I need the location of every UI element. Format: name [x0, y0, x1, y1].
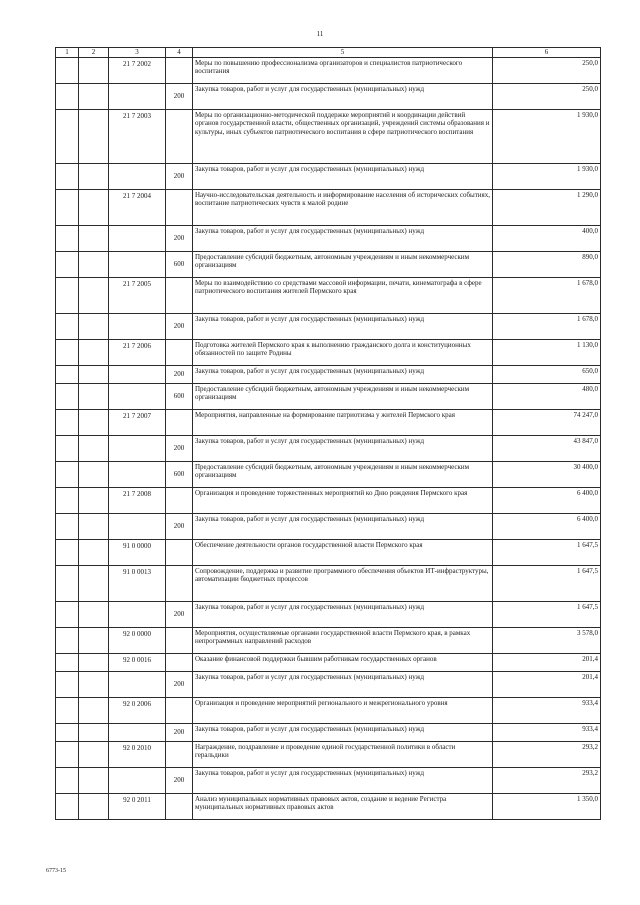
col-1-cell: [56, 565, 79, 601]
footer-document-code: 6773-15: [46, 868, 66, 874]
expense-type-cell: 200: [166, 365, 193, 383]
amount-cell: 201,4: [493, 671, 601, 697]
col-2-cell: [79, 461, 109, 487]
col-2-cell: [79, 251, 109, 277]
col-2-cell: [79, 767, 109, 793]
table-row: [56, 189, 601, 225]
col-2-cell: [79, 409, 109, 435]
table-row: [56, 225, 601, 251]
col-2-cell: [79, 539, 109, 565]
expense-type-cell: 200: [166, 313, 193, 339]
col-1-cell: [56, 189, 79, 225]
col-1-cell: [56, 225, 79, 251]
expense-type-cell: 600: [166, 251, 193, 277]
target-code-cell: [109, 251, 166, 277]
expense-type-cell: [166, 565, 193, 601]
header-col-3: 3: [109, 48, 166, 58]
target-code-cell: 92 0 2010: [109, 741, 166, 767]
col-2-cell: [79, 601, 109, 627]
description-cell: Предоставление субсидий бюджетным, автономным учреждениям и иным некоммерческим организациям: [193, 383, 493, 409]
col-1-cell: [56, 383, 79, 409]
expense-type-cell: 200: [166, 671, 193, 697]
target-code-cell: [109, 723, 166, 741]
col-1-cell: [56, 251, 79, 277]
amount-cell: 650,0: [493, 365, 601, 383]
expense-type-cell: 600: [166, 383, 193, 409]
expense-type-cell: [166, 189, 193, 225]
amount-cell: 43 847,0: [493, 435, 601, 461]
table-row: [56, 57, 601, 83]
col-2-cell: [79, 189, 109, 225]
description-cell: Меры по повышению профессионализма организаторов и специалистов патриотического воспитания: [193, 57, 493, 83]
table-row: [56, 601, 601, 627]
target-code-cell: [109, 225, 166, 251]
col-1-cell: [56, 539, 79, 565]
target-code-cell: 91 0 0013: [109, 565, 166, 601]
target-code-cell: [109, 383, 166, 409]
table-row: [56, 365, 601, 383]
description-cell: Закупка товаров, работ и услуг для государственных (муниципальных) нужд: [193, 365, 493, 383]
amount-cell: 1 647,5: [493, 601, 601, 627]
col-1-cell: [56, 83, 79, 109]
target-code-cell: [109, 163, 166, 189]
target-code-cell: 21 7 2005: [109, 277, 166, 313]
description-cell: Закупка товаров, работ и услуг для государственных (муниципальных) нужд: [193, 313, 493, 339]
description-cell: Закупка товаров, работ и услуг для государственных (муниципальных) нужд: [193, 435, 493, 461]
col-1-cell: [56, 435, 79, 461]
target-code-cell: [109, 365, 166, 383]
table-row: [56, 723, 601, 741]
description-cell: Закупка товаров, работ и услуг для государственных (муниципальных) нужд: [193, 83, 493, 109]
header-col-5: 5: [193, 48, 493, 58]
description-cell: Оказание финансовой поддержки бывшим работникам государственных органов: [193, 653, 493, 671]
expense-type-cell: [166, 539, 193, 565]
col-1-cell: [56, 487, 79, 513]
amount-cell: 30 400,0: [493, 461, 601, 487]
table-row: [56, 767, 601, 793]
description-cell: Предоставление субсидий бюджетным, автономным учреждениям и иным некоммерческим организациям: [193, 461, 493, 487]
amount-cell: 1 290,0: [493, 189, 601, 225]
col-2-cell: [79, 793, 109, 819]
expense-type-cell: [166, 109, 193, 163]
table-row: [56, 109, 601, 163]
description-cell: Организация и проведение торжественных мероприятий ко Дню рождения Пермского края: [193, 487, 493, 513]
amount-cell: 293,2: [493, 741, 601, 767]
page-number: 11: [316, 30, 324, 38]
amount-cell: 1 678,0: [493, 313, 601, 339]
table-row: [56, 565, 601, 601]
description-cell: Меры по взаимодействию со средствами массовой информации, печати, кинематографа в сфере патриотического воспитания жителей Пермского края: [193, 277, 493, 313]
description-cell: Обеспечение деятельности органов государственной власти Пермского края: [193, 539, 493, 565]
target-code-cell: [109, 767, 166, 793]
target-code-cell: 91 0 0000: [109, 539, 166, 565]
expense-type-cell: 600: [166, 461, 193, 487]
table-row: [56, 487, 601, 513]
table-row: [56, 313, 601, 339]
col-1-cell: [56, 313, 79, 339]
col-1-cell: [56, 601, 79, 627]
amount-cell: 74 247,0: [493, 409, 601, 435]
col-2-cell: [79, 339, 109, 365]
col-1-cell: [56, 461, 79, 487]
col-1-cell: [56, 793, 79, 819]
col-2-cell: [79, 313, 109, 339]
description-cell: Меры по организационно-методической поддержке мероприятий и координации действий органов государственной власти, общественных организаций, учреждений системы образования и культуры, иных субъектов патриотического воспитания в сфере патриотического воспитания: [193, 109, 493, 163]
target-code-cell: 92 0 0016: [109, 653, 166, 671]
col-2-cell: [79, 565, 109, 601]
col-2-cell: [79, 435, 109, 461]
col-1-cell: [56, 163, 79, 189]
col-1-cell: [56, 339, 79, 365]
description-cell: Закупка товаров, работ и услуг для государственных (муниципальных) нужд: [193, 225, 493, 251]
expense-type-cell: [166, 653, 193, 671]
amount-cell: 250,0: [493, 57, 601, 83]
target-code-cell: 21 7 2002: [109, 57, 166, 83]
amount-cell: 1 130,0: [493, 339, 601, 365]
col-1-cell: [56, 653, 79, 671]
description-cell: Закупка товаров, работ и услуг для государственных (муниципальных) нужд: [193, 163, 493, 189]
header-col-4: 4: [166, 48, 193, 58]
col-1-cell: [56, 109, 79, 163]
description-cell: Закупка товаров, работ и услуг для государственных (муниципальных) нужд: [193, 671, 493, 697]
expense-type-cell: [166, 741, 193, 767]
target-code-cell: 21 7 2003: [109, 109, 166, 163]
expense-type-cell: 200: [166, 601, 193, 627]
amount-cell: 293,2: [493, 767, 601, 793]
col-2-cell: [79, 723, 109, 741]
target-code-cell: 21 7 2004: [109, 189, 166, 225]
col-2-cell: [79, 365, 109, 383]
description-cell: Мероприятия, направленные на формирование патриотизма у жителей Пермского края: [193, 409, 493, 435]
expense-type-cell: [166, 409, 193, 435]
amount-cell: 6 400,0: [493, 513, 601, 539]
col-1-cell: [56, 57, 79, 83]
amount-cell: 1 647,5: [493, 565, 601, 601]
header-row: [56, 48, 601, 58]
expense-type-cell: [166, 57, 193, 83]
description-cell: Награждение, поздравление и проведение единой государственной политики в области геральдики: [193, 741, 493, 767]
expense-type-cell: 200: [166, 225, 193, 251]
header-col-2: 2: [79, 48, 109, 58]
expense-type-cell: [166, 339, 193, 365]
table-row: [56, 383, 601, 409]
amount-cell: 201,4: [493, 653, 601, 671]
col-1-cell: [56, 409, 79, 435]
amount-cell: 1 678,0: [493, 277, 601, 313]
col-2-cell: [79, 627, 109, 653]
table-row: [56, 539, 601, 565]
target-code-cell: [109, 513, 166, 539]
amount-cell: 6 400,0: [493, 487, 601, 513]
expense-type-cell: 200: [166, 723, 193, 741]
col-2-cell: [79, 513, 109, 539]
table-row: [56, 741, 601, 767]
target-code-cell: [109, 83, 166, 109]
description-cell: Мероприятия, осуществляемые органами государственной власти Пермского края, в рамках непрограммных направлений расходов: [193, 627, 493, 653]
table-row: [56, 513, 601, 539]
col-2-cell: [79, 163, 109, 189]
table-row: [56, 251, 601, 277]
expense-type-cell: [166, 793, 193, 819]
budget-table: [55, 47, 601, 820]
expense-type-cell: 200: [166, 767, 193, 793]
table-row: [56, 435, 601, 461]
col-1-cell: [56, 365, 79, 383]
amount-cell: 400,0: [493, 225, 601, 251]
header-col-6: 6: [493, 48, 601, 58]
description-cell: Закупка товаров, работ и услуг для государственных (муниципальных) нужд: [193, 767, 493, 793]
target-code-cell: 21 7 2006: [109, 339, 166, 365]
expense-type-cell: 200: [166, 513, 193, 539]
amount-cell: 933,4: [493, 697, 601, 723]
description-cell: Предоставление субсидий бюджетным, автономным учреждениям и иным некоммерческим организациям: [193, 251, 493, 277]
col-1-cell: [56, 697, 79, 723]
target-code-cell: [109, 601, 166, 627]
amount-cell: 480,0: [493, 383, 601, 409]
target-code-cell: [109, 671, 166, 697]
expense-type-cell: [166, 277, 193, 313]
description-cell: Закупка товаров, работ и услуг для государственных (муниципальных) нужд: [193, 723, 493, 741]
table-row: [56, 653, 601, 671]
description-cell: Научно-исследовательская деятельность и информирование населения об исторических событиях, воспитание патриотических чувств к малой родине: [193, 189, 493, 225]
expense-type-cell: 200: [166, 435, 193, 461]
description-cell: Организация и проведение мероприятий регионального и межрегионального уровня: [193, 697, 493, 723]
col-1-cell: [56, 671, 79, 697]
col-2-cell: [79, 225, 109, 251]
target-code-cell: [109, 435, 166, 461]
amount-cell: 1 930,0: [493, 109, 601, 163]
col-1-cell: [56, 277, 79, 313]
col-2-cell: [79, 697, 109, 723]
target-code-cell: 92 0 2011: [109, 793, 166, 819]
expense-type-cell: 200: [166, 163, 193, 189]
amount-cell: 1 930,0: [493, 163, 601, 189]
expense-type-cell: 200: [166, 83, 193, 109]
header-col-1: 1: [56, 48, 79, 58]
table-row: [56, 163, 601, 189]
expense-type-cell: [166, 697, 193, 723]
col-1-cell: [56, 513, 79, 539]
description-cell: Анализ муниципальных нормативных правовых актов, создание и ведение Регистра муниципальных нормативных правовых актов: [193, 793, 493, 819]
target-code-cell: 92 0 0000: [109, 627, 166, 653]
amount-cell: 890,0: [493, 251, 601, 277]
description-cell: Закупка товаров, работ и услуг для государственных (муниципальных) нужд: [193, 513, 493, 539]
col-1-cell: [56, 627, 79, 653]
expense-type-cell: [166, 627, 193, 653]
table-row: [56, 83, 601, 109]
target-code-cell: 92 0 2006: [109, 697, 166, 723]
table-row: [56, 461, 601, 487]
table-row: [56, 793, 601, 819]
col-2-cell: [79, 83, 109, 109]
amount-cell: 250,0: [493, 83, 601, 109]
amount-cell: 933,4: [493, 723, 601, 741]
target-code-cell: [109, 313, 166, 339]
target-code-cell: 21 7 2008: [109, 487, 166, 513]
col-2-cell: [79, 57, 109, 83]
col-2-cell: [79, 653, 109, 671]
col-1-cell: [56, 741, 79, 767]
col-2-cell: [79, 383, 109, 409]
col-2-cell: [79, 487, 109, 513]
table-row: [56, 339, 601, 365]
col-1-cell: [56, 723, 79, 741]
col-2-cell: [79, 741, 109, 767]
target-code-cell: 21 7 2007: [109, 409, 166, 435]
col-2-cell: [79, 109, 109, 163]
col-2-cell: [79, 277, 109, 313]
amount-cell: 1 647,5: [493, 539, 601, 565]
amount-cell: 1 350,0: [493, 793, 601, 819]
table-row: [56, 409, 601, 435]
target-code-cell: [109, 461, 166, 487]
table-row: [56, 697, 601, 723]
description-cell: Закупка товаров, работ и услуг для государственных (муниципальных) нужд: [193, 601, 493, 627]
table-row: [56, 671, 601, 697]
amount-cell: 3 578,0: [493, 627, 601, 653]
col-2-cell: [79, 671, 109, 697]
description-cell: Сопровождение, поддержка и развитие программного обеспечения объектов ИТ-инфраструктуры, автоматизации бюджетных процессов: [193, 565, 493, 601]
expense-type-cell: [166, 487, 193, 513]
description-cell: Подготовка жителей Пермского края к выполнению гражданского долга и конституционных обязанностей по защите Родины: [193, 339, 493, 365]
table-row: [56, 277, 601, 313]
table-row: [56, 627, 601, 653]
col-1-cell: [56, 767, 79, 793]
